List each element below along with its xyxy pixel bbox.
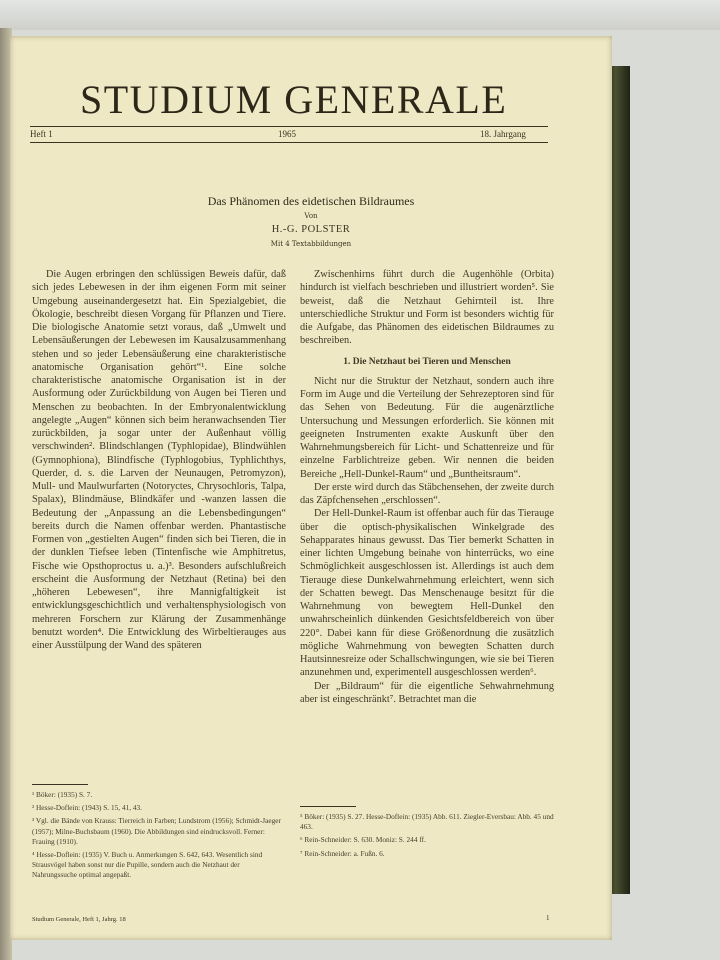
text-column-left <box>32 268 286 778</box>
footnotes-right <box>300 812 554 862</box>
footnote: ⁴ Hesse-Doflein: (1935) V. Buch u. Anmerkungen S. 642, 643. Wesentlich sind Strausvögel haben sonst nur die Pupille, sondern auch die Netzhaut der Nahrungssuche optimal angepaßt. <box>32 850 263 880</box>
paragraph: Nicht nur die Struktur der Netzhaut, sondern auch ihre Form im Auge und die Verteilung der Sehrezeptoren sind für das Sehen von Bedeutung. Für die augenärztliche Untersuchung und Messungen erforderlich. Sie können mit geeigneten Instrumenten exakte Auskunft über den Wahrnehmungsbereich für Licht- und Schattenreize und für einzelne Farblichtreize geben. Wir nennen die beiden Bereiche „Hell-Dunkel-Raum“ und „Buntheitsraum“. <box>300 375 554 480</box>
text-column-right <box>300 268 554 792</box>
year-label: 1965 <box>278 129 296 139</box>
footnotes-left <box>32 790 286 884</box>
paragraph: Die Augen erbringen den schlüssigen Beweis dafür, daß sich jedes Lebewesen in der ihm eigenen Form mit seiner Umgebung auseinandergesetzt hat. Ein Spezialgebiet, die Ökologie, beschreibt diesen Vorgang für Pflanzen und Tiere. Die biologische Anatomie setzt voraus, daß „Umwelt und Lebensäußerungen der Lebewesen im Kausalzusammenhang stehen und so jeder Lebensäußerung eine charakteristische anatomische Organisation gehört“¹. Eine solche charakteristische anatomische Organisation ist in der Ausformung oder Zurückbildung von Augen bei Tieren und Menschen zu beobachten. In der Embryonalentwicklung angelegte „Augen“ können sich beim heranwachsenden Tier zurückbilden, ja sogar unter der Außenhaut völlig verschwinden². Blindschlangen (Typhlopidae), Blindwühlen (Gymnophiona), Blindfische (Typhlogobius, Typhlichthys, Querder, d. s. die Larven der Neunaugen, Petromyzon), Mull- und Maulwurfarten (Notoryctes, Chrysochloris, Talpa, Spalax), Blindmäuse, Blindkäfer und -wanzen lassen die Bedeutung der „Anpassung an die Lebensbedingungen“ bereits durch die Namen offenbar werden. Phantastische Formen von „gestielten Augen“ finden sich bei Tieren, die in der dunklen Tiefsee leben (Tintenfische wie Amphitretus, Fische wie Opsthoproctus u. a.)³. Besonders aufschlußreich erscheint die Ausformung der Netzhaut (Retina) bei den „höheren Lebewesen“, ihre Mannigfaltigkeit ist entwicklungsgeschichtlich und verhaltensphysiologisch von mehreren Forschern zur Klärung der Zusammenhänge benutzt worden⁴. Die Entwicklung des Wirbeltierauges aus einer Ausstülpung der Wand des späteren <box>32 269 286 651</box>
article-illustrations-note: Mit 4 Textabbildungen <box>270 240 352 248</box>
header-rule-top <box>30 126 548 127</box>
volume-label: 18. Jahrgang <box>480 129 526 139</box>
paragraph: Der erste wird durch das Stäbchensehen, der zweite durch das Zäpfchensehen „erschlossen“. <box>300 481 554 506</box>
article-author: H.-G. POLSTER <box>271 224 351 235</box>
footnote-rule-left <box>32 784 88 785</box>
footnote-rule-right <box>300 806 356 807</box>
article-von: Von <box>304 212 318 220</box>
footer-citation: Studium Generale, Heft 1, Jahrg. 18 <box>32 916 126 923</box>
masthead-title: STUDIUM GENERALE <box>80 77 508 122</box>
issue-label: Heft 1 <box>30 129 53 139</box>
section-heading: 1. Die Netzhaut bei Tieren und Menschen <box>343 356 511 367</box>
footnote: ¹ Böker: (1935) S. 7. <box>32 790 93 799</box>
paragraph: Der Hell-Dunkel-Raum ist offenbar auch für das Tierauge über die optisch-physikalischen Winkelgrade des Sehapparates hinaus gewusst. Das Tier bemerkt Schatten in einer lichten Umgebung beinahe von hinterrücks, wo eine Schmöglichkeit ausgeschlossen ist. Allerdings ist auch dem Tierauge diese Dunkelwahrnehmung erleichtert, wenn sich der Schatten bewegt. Das Menschenauge besitzt für die Wahrnehmung von bewegtem Hell-Dunkel den unwahrscheinlich dünkenden Gesichtsfeldbereich von über 220°. Dabei kann für diese Größenordnung die zusätzlich mögliche Wahrnehmung von bewegten Schatten durch Hautsinnesreize oder Schallschwingungen, wie sie bei Tieren anzunehmen und, experimentell ausgeschlossen werden⁶. <box>300 508 554 679</box>
footnote: ⁵ Böker: (1935) S. 27. Hesse-Doflein: (1935) Abb. 611. Ziegler-Eversbau: Abb. 45 und 463. <box>300 812 554 832</box>
footnote: ⁶ Rein-Schneider: S. 630. Moniz: S. 244 ff. <box>300 835 426 845</box>
paragraph: Zwischenhirns führt durch die Augenhöhle (Orbita) hindurch ist vielfach beschrieben und illustriert worden⁵. Sie beweist, daß die Netzhaut Gehirnteil ist. Ihre unterschiedliche Struktur und Form ist besonders wichtig für die Aufgabe, das Phänomen des eidetischen Bildraumes zu beschreiben. <box>300 269 554 347</box>
footnote: ³ Vgl. die Bände von Krauss: Tierreich in Farben; Lundstrom (1956); Schmidt-Jaeger (1957); Milne-Buchsbaum (1960). Die Abbildungen sind eindrucksvoll. Ferner: Frauing (1910). <box>32 816 281 846</box>
article-title: Das Phänomen des eidetischen Bildraumes <box>207 194 415 208</box>
paragraph: Der „Bildraum“ für die eigentliche Sehwahrnehmung aber ist eingeschränkt⁷. Betrachtet man die <box>300 680 554 705</box>
book-cover-top <box>0 0 720 30</box>
footnote: ⁷ Rein-Schneider: a. Fußn. 6. <box>300 848 385 858</box>
header-rule-bottom <box>30 142 548 143</box>
journal-page <box>10 36 612 940</box>
page-number: 1 <box>546 914 550 922</box>
footnote: ² Hesse-Doflein: (1943) S. 15, 41, 43. <box>32 803 143 813</box>
